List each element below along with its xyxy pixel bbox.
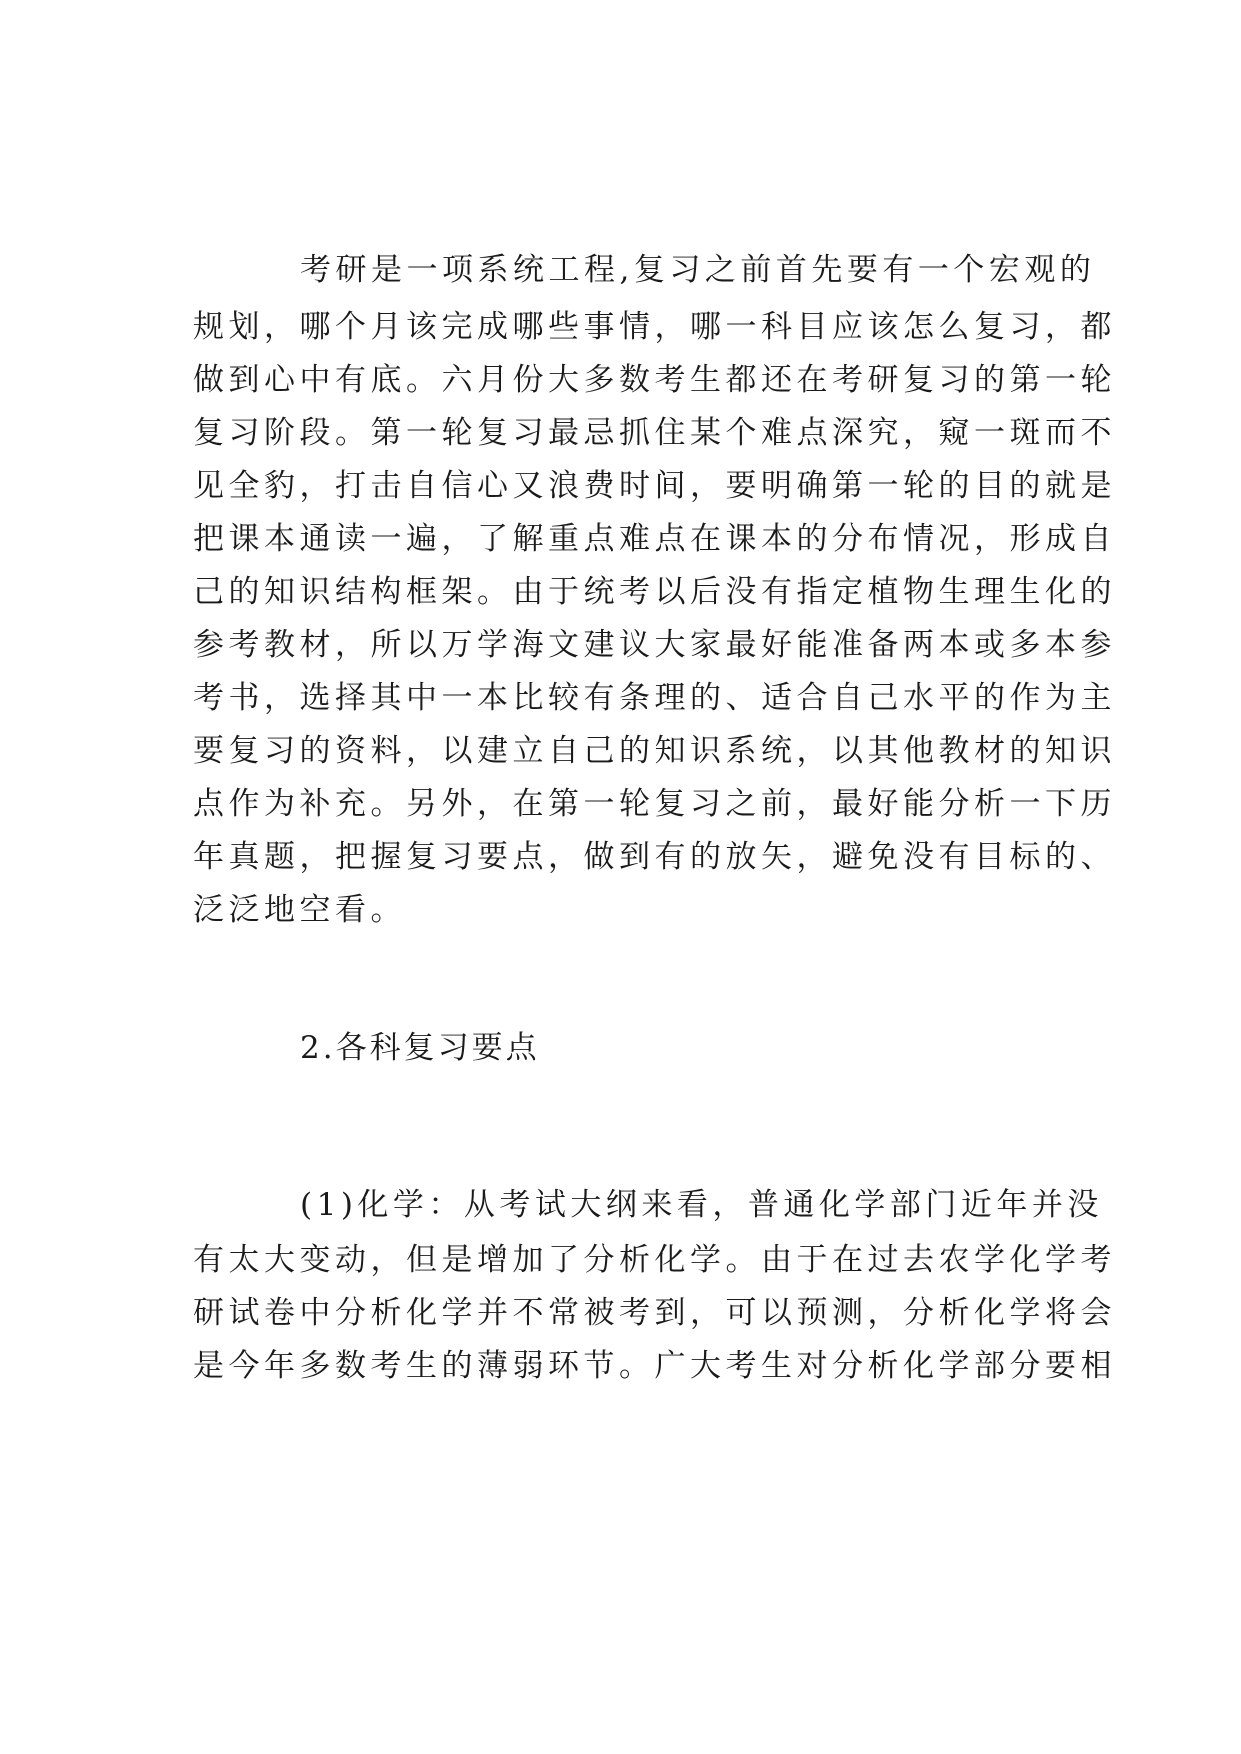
paragraph-1-line-7: 己的知识结构框架。由于统考以后没有指定植物生理生化的 (193, 574, 1116, 610)
paragraph-2-line-4: 是今年多数考生的薄弱环节。广大考生对分析化学部分要相 (193, 1348, 1116, 1384)
paragraph-1-line-5: 见全豹，打击自信心又浪费时间，要明确第一轮的目的就是 (193, 468, 1116, 504)
paragraph-2-line-1: (1)化学：从考试大纲来看，普通化学部门近年并没 (300, 1187, 1103, 1223)
paragraph-1-line-12: 年真题，把握复习要点，做到有的放矢，避免没有目标的、 (193, 839, 1116, 875)
paragraph-2-line-3: 研试卷中分析化学并不常被考到，可以预测，分析化学将会 (193, 1295, 1116, 1331)
paragraph-1-line-8: 参考教材，所以万学海文建议大家最好能准备两本或多本参 (193, 627, 1116, 663)
paragraph-1-line-6: 把课本通读一遍，了解重点难点在课本的分布情况，形成自 (193, 521, 1116, 557)
paragraph-1-line-1: 考研是一项系统工程,复习之前首先要有一个宏观的 (300, 252, 1096, 288)
paragraph-1-line-11: 点作为补充。另外，在第一轮复习之前，最好能分析一下历 (193, 786, 1116, 822)
paragraph-1-line-13: 泛泛地空看。 (193, 892, 406, 928)
paragraph-1-line-4: 复习阶段。第一轮复习最忌抓住某个难点深究，窥一斑而不 (193, 415, 1116, 451)
paragraph-1-line-3: 做到心中有底。六月份大多数考生都还在考研复习的第一轮 (193, 362, 1116, 398)
paragraph-1-line-9: 考书，选择其中一本比较有条理的、适合自己水平的作为主 (193, 680, 1116, 716)
paragraph-1-line-2: 规划，哪个月该完成哪些事情，哪一科目应该怎么复习，都 (193, 309, 1116, 345)
section-heading: 2.各科复习要点 (300, 1030, 540, 1066)
paragraph-1-line-10: 要复习的资料，以建立自己的知识系统，以其他教材的知识 (193, 733, 1116, 769)
paragraph-2-line-2: 有太大变动，但是增加了分析化学。由于在过去农学化学考 (193, 1242, 1116, 1278)
